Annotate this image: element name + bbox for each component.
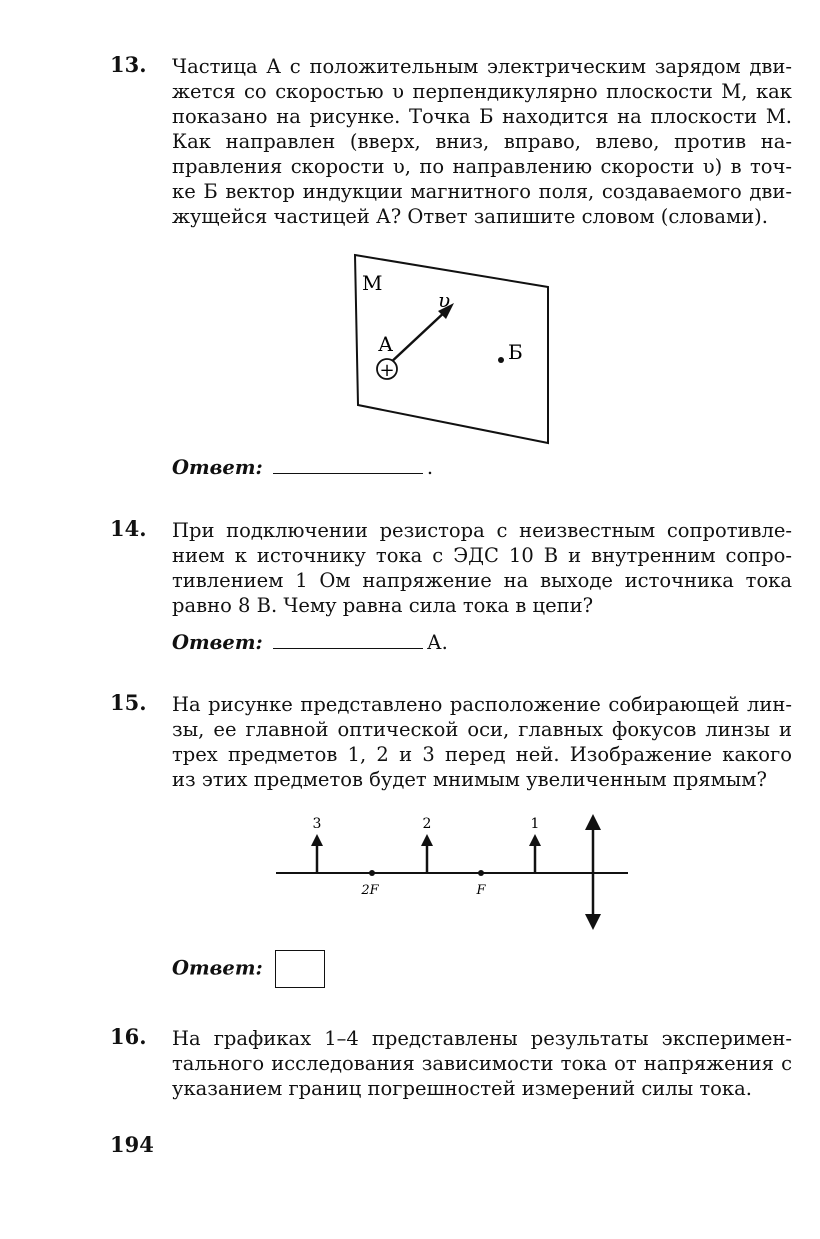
velocity-label: υ [438, 288, 451, 312]
object-2-arrowhead [421, 834, 433, 846]
problem-15-line: из этих предметов будет мнимым увеличенным прямым? [172, 768, 767, 791]
answer-box[interactable] [275, 950, 325, 988]
answer-blank[interactable] [273, 455, 423, 474]
problem-15-text [172, 692, 792, 792]
point-b-label: Б [508, 340, 523, 364]
problem-16-line: тального исследования зависимости тока от напряжения с [172, 1052, 792, 1075]
answer-blank[interactable] [273, 630, 423, 649]
problem-14-number: 14. [110, 516, 147, 541]
answer-suffix: . [426, 456, 434, 479]
plane-label: М [362, 271, 383, 295]
focus-f-point [478, 870, 484, 876]
object-3-arrowhead [311, 834, 323, 846]
problem-15-line: На рисунке представлено расположение собирающей лин- [172, 693, 792, 716]
problem-13-line: Как направлен (вверх, вниз, вправо, влево, против на- [172, 130, 792, 153]
problem-13-line: ке Б вектор индукции магнитного поля, создаваемого дви- [172, 180, 792, 203]
problem-14-line: нием к источнику тока с ЭДС 10 В и внутренним сопро- [172, 544, 792, 567]
problem-13-line: показано на рисунке. Точка Б находится на плоскости М. [172, 105, 792, 128]
problem-15-line: зы, ее главной оптической оси, главных фокусов линзы и [172, 718, 792, 741]
page-number: 194 [110, 1132, 154, 1157]
problem-14-line: равно 8 В. Чему равна сила тока в цепи? [172, 594, 594, 617]
problem-14-text [172, 518, 792, 618]
object-1-arrowhead [529, 834, 541, 846]
problem-15-number: 15. [110, 690, 147, 715]
problem-16-line: На графиках 1–4 представлены результаты эксперимен- [172, 1027, 792, 1050]
lens-figure [270, 810, 640, 940]
problem-16-number: 16. [110, 1024, 147, 1049]
velocity-vector [388, 309, 448, 365]
problem-14-line: тивлением 1 Ом напряжение на выходе источника тока [172, 569, 792, 592]
object-3-label: 3 [312, 816, 322, 832]
lens-bottom-arrow [585, 914, 601, 930]
problem-13-number: 13. [110, 52, 147, 77]
point-b [498, 357, 504, 363]
problem-15-answer [172, 950, 325, 988]
problem-13-line: жется со скоростью υ перпендикулярно плоскости М, как [172, 80, 792, 103]
problem-13-answer [172, 455, 433, 479]
answer-label: Ответ: [172, 956, 263, 980]
problem-13-text [172, 54, 792, 229]
object-1-label: 1 [530, 816, 540, 832]
problem-16-text [172, 1026, 792, 1101]
focus-2f-label: 2F [361, 883, 379, 898]
answer-label: Ответ: [172, 456, 263, 479]
charge-sign: + [379, 360, 395, 381]
problem-13-line: Частица А с положительным электрическим зарядом дви- [172, 55, 792, 78]
lens-top-arrow [585, 814, 601, 830]
problem-13-line: жущейся частицей А? Ответ запишите словом (словами). [172, 205, 768, 228]
problem-14-line: При подключении резистора с неизвестным сопротивле- [172, 519, 792, 542]
answer-label: Ответ: [172, 631, 263, 654]
problem-15-line: трех предметов 1, 2 и 3 перед ней. Изображение какого [172, 743, 792, 766]
problem-13-line: правления скорости υ, по направлению скорости υ) в точ- [172, 155, 792, 178]
answer-suffix: А. [426, 631, 448, 654]
particle-label: А [378, 332, 394, 356]
problem-16-line: указанием границ погрешностей измерений силы тока. [172, 1077, 752, 1100]
focus-2f-point [369, 870, 375, 876]
problem-14-answer [172, 630, 448, 654]
focus-f-label: F [476, 883, 486, 898]
magnetic-field-figure [340, 245, 570, 450]
object-2-label: 2 [422, 816, 432, 832]
